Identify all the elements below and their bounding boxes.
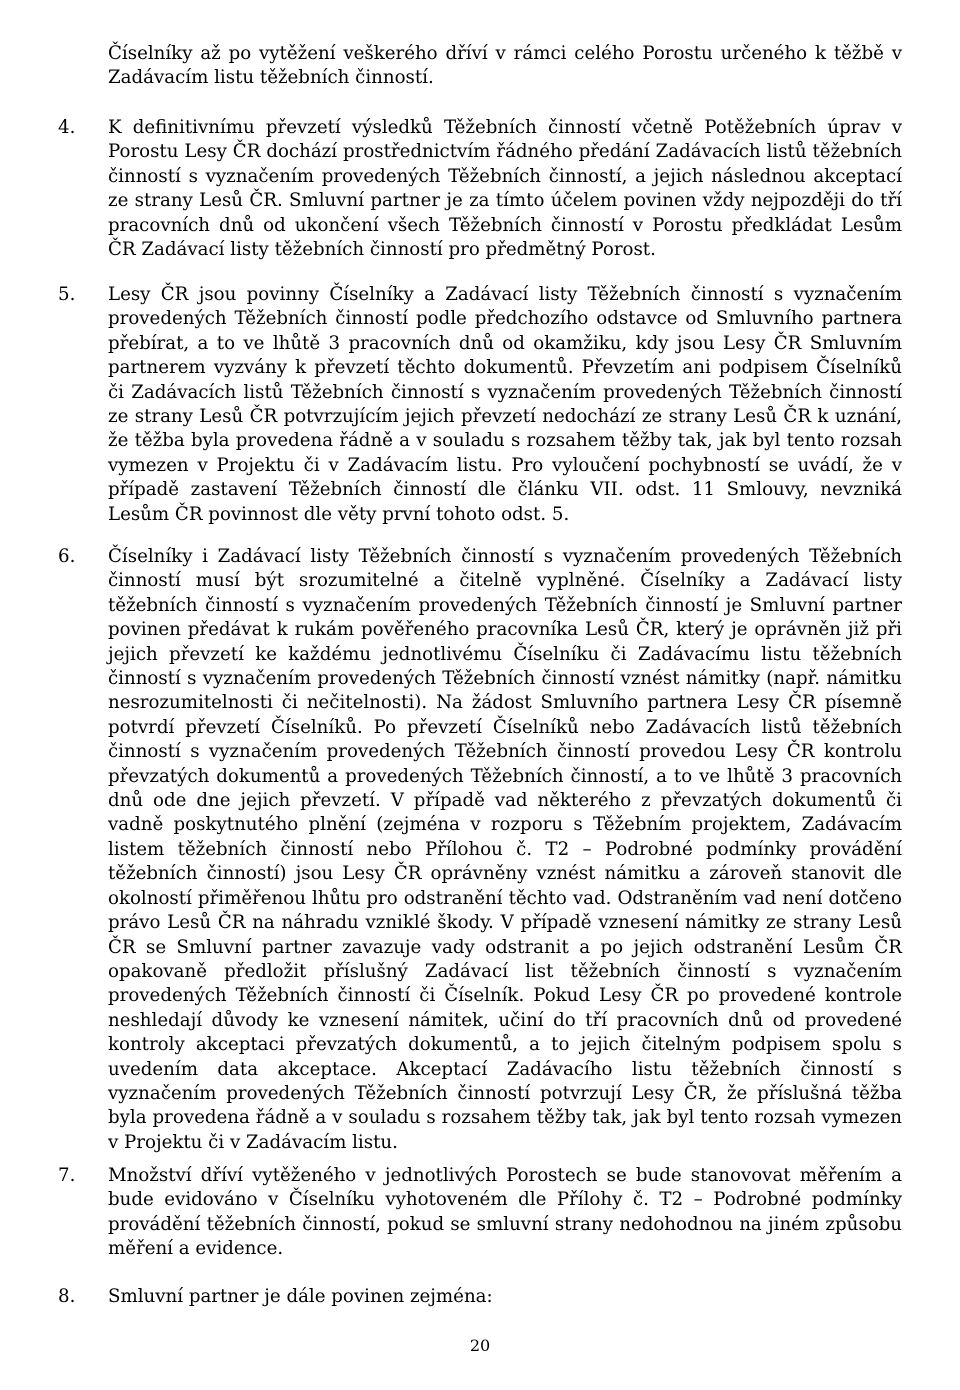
item-text: Lesy ČR jsou povinny Číselníky a Zadávací listy Těžebních činností s vyznačením provedených Těžebních činností podle předchozího odstavce od Smluvního partnera přebírat, a to ve lhůtě 3 pracovních dnů od okamžiku, kdy jsou Lesy ČR Smluvním partnerem vyzvány k převzetí těchto dokumentů. Převzetím ani podpisem Číselníků či Zadávacích listů Těžebních činností s vyznačením provedených Těžebních činností ze strany Lesů ČR potvrzujícím jejich převzetí nedochází ze strany Lesů ČR k uznání, že těžba byla provedena řádně a v souladu s rozsahem těžby tak, jak byl tento rozsah vymezen v Projektu či v Zadávacím listu. Pro vyloučení pochybností se uvádí, že v případě zastavení Těžebních činností dle článku VII. odst. 11 Smlouvy, nevzniká Lesům ČR povinnost dle věty první tohoto odst. 5. <box>108 284 902 525</box>
item-text: Množství dříví vytěženého v jednotlivých Porostech se bude stanovovat měřením a bude evidováno v Číselníku vyhotoveném dle Přílohy č. T2 – Podrobné podmínky provádění těžebních činností, pokud se smluvní strany nedohodnou na jiném způsobu měření a evidence. <box>108 1165 902 1260</box>
page-number: 20 <box>469 1336 491 1355</box>
item-number: 8. <box>58 1286 76 1307</box>
item-text: K definitivnímu převzetí výsledků Těžebních činností včetně Potěžebních úprav v Porostu Lesy ČR dochází prostřednictvím řádného předání Zadávacích listů těžebních činností s vyznačením provedených Těžebních činností, a jejich následnou akceptací ze strany Lesů ČR. Smluvní partner je za tímto účelem povinen vždy nejpozději do tří pracovních dnů od ukončení všech Těžebních činností v Porostu předkládat Lesům ČR Zadávací listy těžebních činností pro předmětný Porost. <box>108 117 902 261</box>
item-text: Smluvní partner je dále povinen zejména: <box>108 1286 493 1307</box>
item-number: 4. <box>58 117 76 138</box>
continuation-paragraph: Číselníky až po vytěžení veškerého dříví v rámci celého Porostu určeného k těžbě v Zadávacím listu těžebních činností. <box>108 43 902 89</box>
item-text: Číselníky i Zadávací listy Těžebních činností s vyznačením provedených Těžebních činností musí být srozumitelné a čitelně vyplněné. Číselníky a Zadávací listy těžebních činností s vyznačením provedených Těžebních činností je Smluvní partner povinen předávat k rukám pověřeného pracovníka Lesů ČR, který je oprávněn již při jejich převzetí ke každému jednotlivému Číselníku či Zadávacímu listu těžebních činností s vyznačením provedených Těžebních činností vznést námitky (např. námitku nesrozumitelnosti či nečitelnosti). Na žádost Smluvního partnera Lesy ČR písemně potvrdí převzetí Číselníků. Po převzetí Číselníků nebo Zadávacích listů těžebních činností s vyznačením provedených Těžebních činností provedou Lesy ČR kontrolu převzatých dokumentů a provedených Těžebních činností, a to ve lhůtě 3 pracovních dnů ode dne jejich převzetí. V případě vad některého z převzatých dokumentů či vadně poskytnutého plnění (zejména v rozporu s Těžebním projektem, Zadávacím listem těžebních činností nebo Přílohou č. T2 – Podrobné podmínky provádění těžebních činností) jsou Lesy ČR oprávněny vznést námitku a zároveň stanovit dle okolností přiměřenou lhůtu pro odstranění těchto vad. Odstraněním vad není dotčeno právo Lesů ČR na náhradu vzniklé škody. V případě vznesení námitky ze strany Lesů ČR se Smluvní partner zavazuje vady odstranit a po jejich odstranění Lesům ČR opakovaně předložit příslušný Zadávací list těžebních činností s vyznačením provedených Těžebních činností či Číselník. Pokud Lesy ČR po provedené kontrole neshledají důvody ke vznesení námitek, učiní do tří pracovních dnů od provedené kontroly akceptaci převzatých dokumentů, a to jejich čitelným podpisem spolu s uvedením data akceptace. Akceptací Zadávacího listu těžebních činností s vyznačením provedených Těžebních činností potvrzují Lesy ČR, že příslušná těžba byla provedena řádně a v souladu s rozsahem těžby tak, jak byl tento rozsah vymezen v Projektu či v Zadávacím listu. <box>108 546 902 1153</box>
item-number: 6. <box>58 546 76 567</box>
item-number: 5. <box>58 284 76 305</box>
item-number: 7. <box>58 1165 76 1186</box>
